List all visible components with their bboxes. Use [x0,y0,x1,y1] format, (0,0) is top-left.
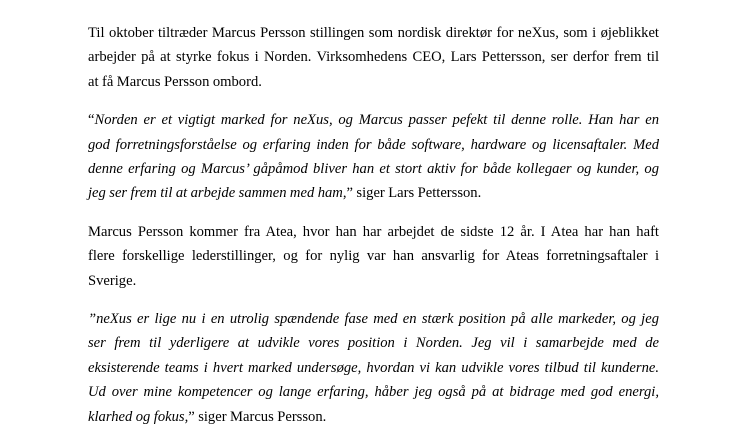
text-segment: Marcus Persson kommer fra Atea, hvor han har arbejdet de sidste 12 år. I Atea har han haft [88,223,659,240]
text-line [88,181,659,205]
paragraph-ceo-quote [88,108,659,206]
text-line [88,380,659,404]
attribution-text: ” siger Marcus Persson. [188,408,327,425]
quote-text: Norden er et vigtigt marked for neXus, og Marcus passer pefekt til denne rolle. Han har en [94,112,659,129]
text-segment: flere forskellige lederstillinger, og for nylig var han ansvarlig for Ateas forretningsaftaler i [88,248,659,265]
quote-text: klarhed og fokus, [88,408,189,425]
attribution-text: ,” siger Lars Pettersson. [342,185,482,202]
text-line [88,21,659,45]
text-line [88,356,659,380]
quote-text: god forretningsforståelse og erfaring inden for både software, hardware og licensaftaler. Med [88,136,659,153]
text-segment: “ [88,112,95,129]
quote-text: ”neXus er lige nu i en utrolig spændende fase med en stærk position på alle markeder, og jeg [88,311,659,328]
text-segment: Sverige. [88,272,137,289]
text-line [88,70,659,94]
text-segment: at få Marcus Persson ombord. [88,73,262,90]
paragraph-announcement [88,21,659,94]
text-line [88,157,659,181]
text-line [88,331,659,355]
quote-text: Ud over mine kompetencer og lange erfaring, håber jeg også på at bidrage med god energi, [88,384,659,401]
text-line [88,133,659,157]
text-line [88,269,659,293]
text-line [88,220,659,244]
quote-text: jeg ser frem til at arbejde sammen med ham [88,185,343,202]
text-line [88,405,659,429]
paragraph-background [88,220,659,293]
document-body [88,21,659,429]
quote-text: denne erfaring og Marcus’ gåpåmod bliver han et stort aktiv for både kollegaer og kunder, og [88,161,659,178]
paragraph-persson-quote [88,307,659,429]
text-line [88,108,659,132]
text-line [88,307,659,331]
text-segment: arbejder på at styrke fokus i Norden. Virksomhedens CEO, Lars Pettersson, ser derfor frem til [88,49,659,66]
text-segment: Til oktober tiltræder Marcus Persson stillingen som nordisk direktør for neXus, som i øjeblikket [88,25,659,41]
text-line [88,244,659,268]
text-line [88,45,659,69]
quote-text: eksisterende teams i hvert marked undersøge, hvordan vi kan udvikle vores tilbud til kunderne. [88,359,659,376]
quote-text: ser frem til yderligere at udvikle vores position i Norden. Jeg vil i samarbejde med de [88,335,659,352]
